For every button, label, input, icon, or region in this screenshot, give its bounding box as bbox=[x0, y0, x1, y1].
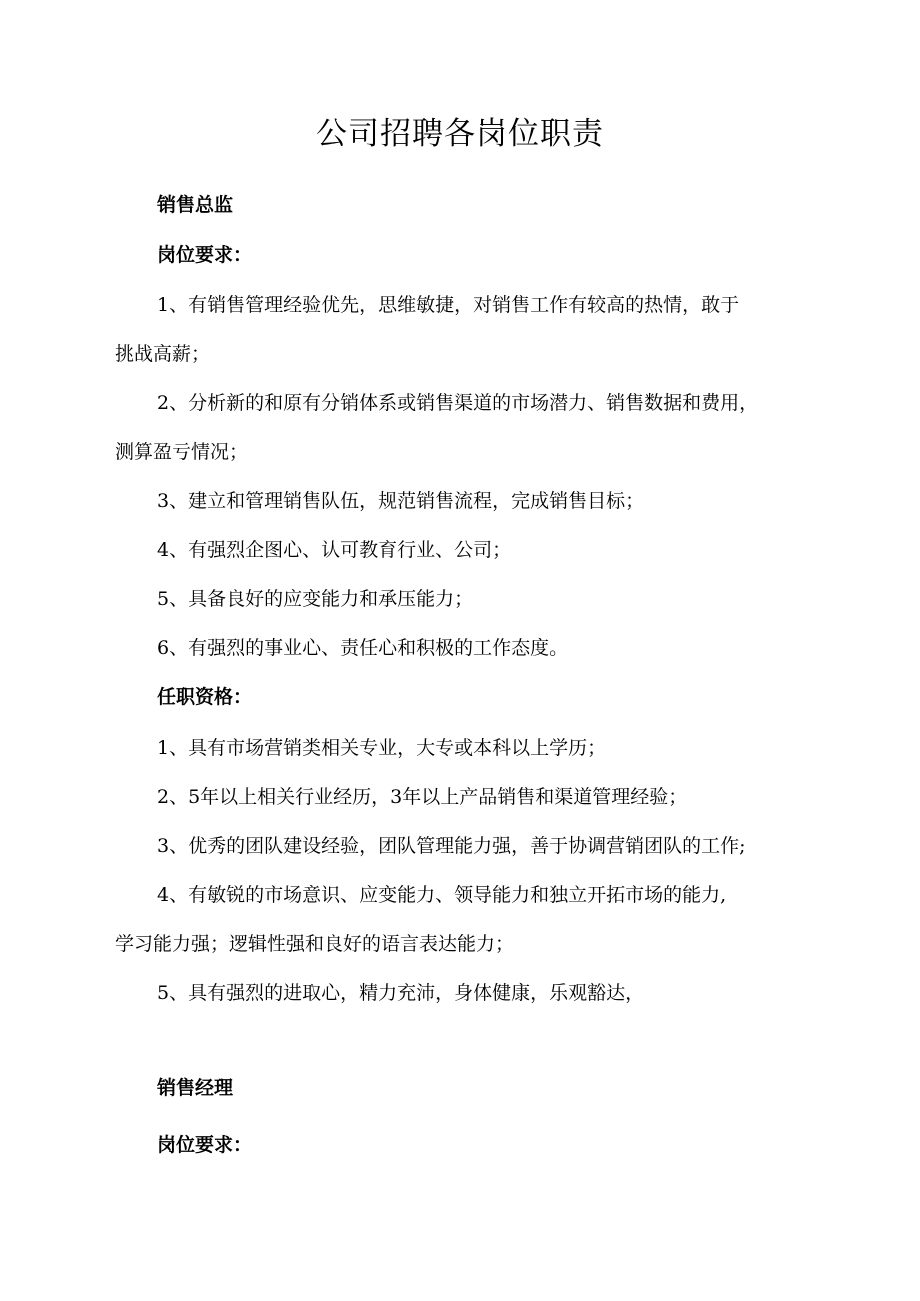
qualification-3: 3、优秀的团队建设经验，团队管理能力强，善于协调营销团队的工作; bbox=[157, 835, 746, 857]
section-title-sales-manager: 销售经理 bbox=[157, 1077, 234, 1099]
requirement-5: 5、具备良好的应变能力和承压能力； bbox=[157, 588, 474, 610]
section-title-sales-director: 销售总监 bbox=[157, 194, 234, 216]
qualification-2: 2、5年以上相关行业经历，3年以上产品销售和渠道管理经验； bbox=[157, 786, 688, 808]
requirement-4: 4、有强烈企图心、认可教育行业、公司； bbox=[157, 539, 512, 561]
qualification-1: 1、具有市场营销类相关专业，大专或本科以上学历； bbox=[157, 737, 607, 759]
requirement-2-line-1: 2、分析新的和原有分销体系或销售渠道的市场潜力、销售数据和费用， bbox=[157, 392, 759, 414]
requirements-heading-2: 岗位要求： bbox=[157, 1134, 253, 1156]
qualifications-heading: 任职资格： bbox=[157, 686, 253, 708]
requirement-2-line-2: 测算盈亏情况； bbox=[115, 441, 249, 463]
qualification-5: 5、具有强烈的进取心，精力充沛，身体健康，乐观豁达， bbox=[157, 982, 645, 1004]
requirement-3: 3、建立和管理销售队伍，规范销售流程，完成销售目标； bbox=[157, 490, 645, 512]
requirement-6: 6、有强烈的事业心、责任心和积极的工作态度。 bbox=[157, 637, 569, 659]
requirements-heading: 岗位要求： bbox=[157, 244, 253, 266]
document-title: 公司招聘各岗位职责 bbox=[316, 116, 604, 152]
qualification-4-line-2: 学习能力强；逻辑性强和良好的语言表达能力； bbox=[115, 933, 515, 955]
requirement-1-line-1: 1、有销售管理经验优先，思维敏捷，对销售工作有较高的热情，敢于 bbox=[157, 294, 740, 316]
qualification-4-line-1: 4、有敏锐的市场意识、应变能力、领导能力和独立开拓市场的能力, bbox=[157, 884, 727, 906]
requirement-1-line-2: 挑战高薪； bbox=[115, 343, 211, 365]
